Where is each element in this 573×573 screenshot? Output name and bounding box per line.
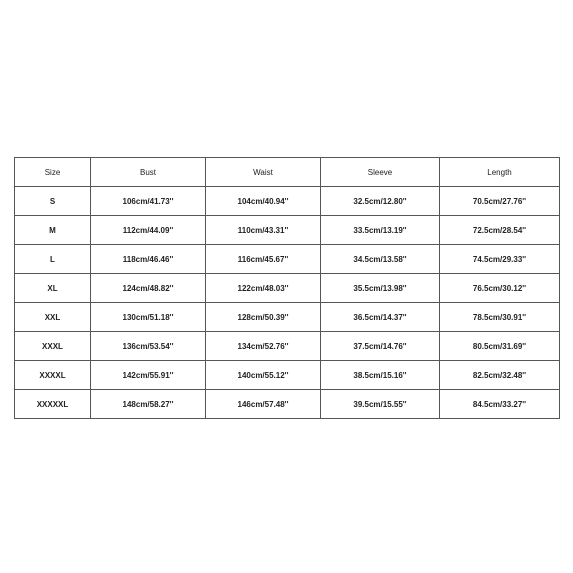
cell-length: 76.5cm/30.12'' xyxy=(440,274,560,303)
header-length: Length xyxy=(440,158,560,187)
cell-length: 80.5cm/31.69'' xyxy=(440,332,560,361)
cell-bust: 112cm/44.09'' xyxy=(91,216,206,245)
cell-sleeve: 39.5cm/15.55'' xyxy=(321,390,440,419)
cell-sleeve: 36.5cm/14.37'' xyxy=(321,303,440,332)
cell-waist: 128cm/50.39'' xyxy=(206,303,321,332)
cell-sleeve: 32.5cm/12.80'' xyxy=(321,187,440,216)
cell-waist: 116cm/45.67'' xyxy=(206,245,321,274)
cell-size: XXXXXL xyxy=(15,390,91,419)
cell-sleeve: 38.5cm/15.16'' xyxy=(321,361,440,390)
cell-sleeve: 33.5cm/13.19'' xyxy=(321,216,440,245)
cell-waist: 104cm/40.94'' xyxy=(206,187,321,216)
cell-size: XXXL xyxy=(15,332,91,361)
cell-bust: 142cm/55.91'' xyxy=(91,361,206,390)
cell-size: S xyxy=(15,187,91,216)
table-row xyxy=(15,274,560,303)
cell-length: 72.5cm/28.54'' xyxy=(440,216,560,245)
table-row xyxy=(15,303,560,332)
cell-size: M xyxy=(15,216,91,245)
cell-waist: 134cm/52.76'' xyxy=(206,332,321,361)
cell-sleeve: 37.5cm/14.76'' xyxy=(321,332,440,361)
cell-bust: 124cm/48.82'' xyxy=(91,274,206,303)
table-row xyxy=(15,187,560,216)
header-size: Size xyxy=(15,158,91,187)
cell-bust: 148cm/58.27'' xyxy=(91,390,206,419)
table-row xyxy=(15,332,560,361)
cell-waist: 146cm/57.48'' xyxy=(206,390,321,419)
cell-bust: 106cm/41.73'' xyxy=(91,187,206,216)
cell-length: 74.5cm/29.33'' xyxy=(440,245,560,274)
cell-waist: 122cm/48.03'' xyxy=(206,274,321,303)
cell-length: 84.5cm/33.27'' xyxy=(440,390,560,419)
cell-length: 78.5cm/30.91'' xyxy=(440,303,560,332)
cell-sleeve: 34.5cm/13.58'' xyxy=(321,245,440,274)
header-row xyxy=(15,158,560,187)
cell-length: 70.5cm/27.76'' xyxy=(440,187,560,216)
cell-size: L xyxy=(15,245,91,274)
cell-bust: 130cm/51.18'' xyxy=(91,303,206,332)
table-row xyxy=(15,245,560,274)
cell-bust: 118cm/46.46'' xyxy=(91,245,206,274)
cell-size: XL xyxy=(15,274,91,303)
cell-length: 82.5cm/32.48'' xyxy=(440,361,560,390)
header-bust: Bust xyxy=(91,158,206,187)
cell-size: XXL xyxy=(15,303,91,332)
cell-waist: 110cm/43.31'' xyxy=(206,216,321,245)
cell-bust: 136cm/53.54'' xyxy=(91,332,206,361)
cell-sleeve: 35.5cm/13.98'' xyxy=(321,274,440,303)
table-row xyxy=(15,361,560,390)
header-sleeve: Sleeve xyxy=(321,158,440,187)
table-row xyxy=(15,216,560,245)
size-chart-table xyxy=(14,157,560,419)
header-waist: Waist xyxy=(206,158,321,187)
cell-waist: 140cm/55.12'' xyxy=(206,361,321,390)
cell-size: XXXXL xyxy=(15,361,91,390)
table-row xyxy=(15,390,560,419)
